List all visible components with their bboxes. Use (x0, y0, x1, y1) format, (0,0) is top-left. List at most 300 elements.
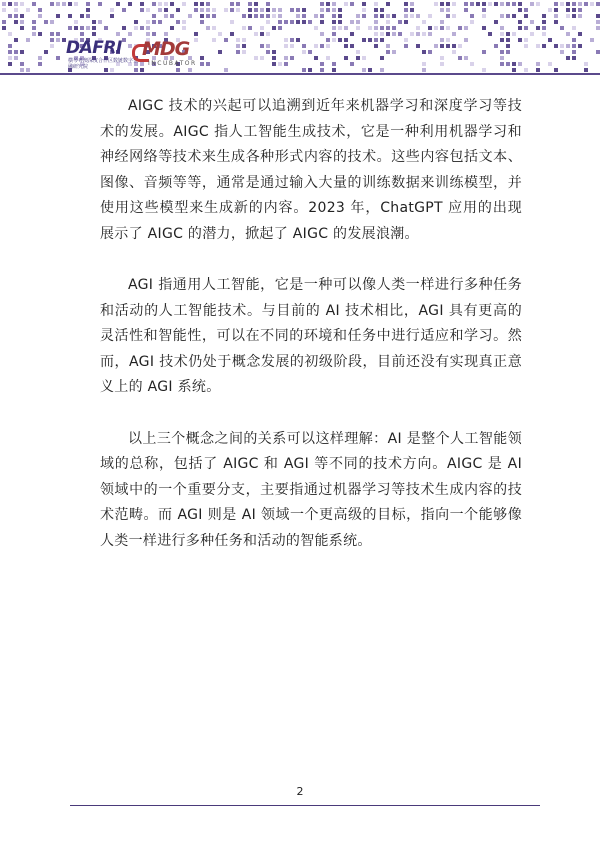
pattern-dot (440, 2, 444, 6)
pattern-dot (152, 2, 156, 6)
pattern-dot (86, 8, 90, 12)
pattern-dot (362, 68, 366, 72)
pattern-dot (212, 38, 216, 42)
pattern-dot (344, 2, 348, 6)
pattern-dot (578, 8, 582, 12)
pattern-dot (446, 14, 450, 18)
pattern-dot (182, 26, 186, 30)
pattern-dot (266, 20, 270, 24)
pattern-dot (254, 8, 258, 12)
pattern-dot (146, 20, 150, 24)
pattern-dot (170, 2, 174, 6)
pattern-dot (194, 38, 198, 42)
pattern-dot (428, 32, 432, 36)
pattern-dot (86, 26, 90, 30)
pattern-dot (362, 2, 366, 6)
pattern-dot (254, 56, 258, 60)
pattern-dot (146, 8, 150, 12)
pattern-dot (218, 50, 222, 54)
pattern-dot (332, 68, 336, 72)
pattern-dot (584, 62, 588, 66)
pattern-dot (38, 8, 42, 12)
pattern-dot (176, 8, 180, 12)
pattern-dot (422, 20, 426, 24)
pattern-dot (50, 38, 54, 42)
pattern-dot (536, 26, 540, 30)
pattern-dot (494, 20, 498, 24)
pattern-dot (596, 14, 600, 18)
pattern-dot (578, 44, 582, 48)
pattern-dot (572, 26, 576, 30)
pattern-dot (380, 8, 384, 12)
pattern-dot (110, 14, 114, 18)
pattern-dot (302, 20, 306, 24)
pattern-dot (434, 44, 438, 48)
pattern-dot (554, 68, 558, 72)
pattern-dot (512, 68, 516, 72)
pattern-dot (272, 62, 276, 66)
pattern-dot (374, 20, 378, 24)
pattern-dot (326, 44, 330, 48)
pattern-dot (386, 26, 390, 30)
pattern-dot (542, 20, 546, 24)
pattern-dot (344, 38, 348, 42)
pattern-dot (368, 68, 372, 72)
pattern-dot (224, 38, 228, 42)
pattern-dot (164, 14, 168, 18)
pattern-dot (236, 8, 240, 12)
pattern-dot (8, 32, 12, 36)
pattern-dot (200, 2, 204, 6)
pattern-dot (464, 56, 468, 60)
dafri-logo-mark: DAFRI (66, 38, 122, 58)
pattern-dot (344, 26, 348, 30)
pattern-dot (140, 26, 144, 30)
pattern-dot (494, 2, 498, 6)
pattern-dot (458, 26, 462, 30)
pattern-dot (596, 20, 600, 24)
pattern-dot (590, 38, 594, 42)
pattern-dot (470, 2, 474, 6)
pattern-dot (260, 56, 264, 60)
pattern-dot (440, 62, 444, 66)
pattern-dot (50, 2, 54, 6)
pattern-dot (38, 62, 42, 66)
pattern-dot (230, 8, 234, 12)
pattern-dot (200, 20, 204, 24)
pattern-dot (572, 56, 576, 60)
pattern-dot (20, 26, 24, 30)
pattern-dot (338, 26, 342, 30)
pattern-dot (200, 56, 204, 60)
pattern-dot (482, 68, 486, 72)
pattern-dot (212, 26, 216, 30)
pattern-dot (356, 50, 360, 54)
pattern-dot (56, 32, 60, 36)
pattern-dot (464, 2, 468, 6)
pattern-dot (374, 26, 378, 30)
pattern-dot (50, 32, 54, 36)
pattern-dot (410, 8, 414, 12)
pattern-dot (422, 50, 426, 54)
pattern-dot (14, 14, 18, 18)
pattern-dot (242, 26, 246, 30)
pattern-dot (350, 44, 354, 48)
pattern-dot (272, 8, 276, 12)
pattern-dot (206, 26, 210, 30)
pattern-dot (302, 68, 306, 72)
header-band (0, 0, 600, 76)
pattern-dot (56, 56, 60, 60)
pattern-dot (122, 26, 126, 30)
pattern-dot (38, 56, 42, 60)
pattern-dot (578, 32, 582, 36)
pattern-dot (290, 38, 294, 42)
pattern-dot (272, 50, 276, 54)
pattern-dot (284, 38, 288, 42)
pattern-dot (500, 38, 504, 42)
pattern-dot (386, 32, 390, 36)
pattern-dot (344, 44, 348, 48)
paragraph-agi: AGI 指通用人工智能，它是一种可以像人类一样进行多种任务和活动的人工智能技术。与目前的 AI 技术相比，AGI 具有更高的灵活性和智能性，可以在不同的环境和任务中进行适应和学习。然而，AGI 技术仍处于概念发展的初级阶段，目前还没有实现真正意义上的 AGI 系统。 (100, 277, 522, 395)
pattern-dot (182, 20, 186, 24)
pattern-dot (326, 8, 330, 12)
pattern-dot (524, 38, 528, 42)
pattern-dot (572, 38, 576, 42)
pattern-dot (32, 32, 36, 36)
pattern-dot (248, 14, 252, 18)
pattern-dot (278, 26, 282, 30)
pattern-dot (440, 8, 444, 12)
pattern-dot (452, 44, 456, 48)
pattern-dot (266, 2, 270, 6)
pattern-dot (362, 8, 366, 12)
pattern-dot (254, 14, 258, 18)
pattern-dot (20, 20, 24, 24)
pattern-dot (440, 26, 444, 30)
pattern-dot (578, 14, 582, 18)
pattern-dot (386, 50, 390, 54)
pattern-dot (56, 38, 60, 42)
pattern-dot (506, 62, 510, 66)
pattern-dot (500, 50, 504, 54)
pattern-dot (140, 2, 144, 6)
pattern-dot (308, 20, 312, 24)
pattern-dot (2, 26, 6, 30)
pattern-dot (422, 68, 426, 72)
mdg-logo (132, 38, 197, 68)
pattern-dot (518, 8, 522, 12)
pattern-dot (470, 62, 474, 66)
pattern-dot (566, 32, 570, 36)
pattern-dot (524, 14, 528, 18)
pattern-dot (122, 8, 126, 12)
pattern-dot (254, 32, 258, 36)
pattern-dot (266, 44, 270, 48)
header-rule (0, 73, 600, 75)
pattern-dot (356, 26, 360, 30)
pattern-dot (332, 8, 336, 12)
pattern-dot (380, 14, 384, 18)
pattern-dot (428, 14, 432, 18)
pattern-dot (260, 32, 264, 36)
pattern-dot (494, 44, 498, 48)
pattern-dot (374, 14, 378, 18)
mdg-logo-mark: MDG (142, 38, 190, 60)
pattern-dot (380, 32, 384, 36)
pattern-dot (164, 8, 168, 12)
pattern-dot (8, 50, 12, 54)
pattern-dot (368, 26, 372, 30)
pattern-dot (548, 8, 552, 12)
pattern-dot (536, 44, 540, 48)
pattern-dot (404, 38, 408, 42)
pattern-dot (524, 44, 528, 48)
pattern-dot (188, 68, 192, 72)
pattern-dot (224, 68, 228, 72)
pattern-dot (32, 2, 36, 6)
pattern-dot (554, 20, 558, 24)
pattern-dot (488, 32, 492, 36)
pattern-dot (518, 62, 522, 66)
pattern-dot (326, 56, 330, 60)
pattern-dot (500, 26, 504, 30)
pattern-dot (560, 50, 564, 54)
pattern-dot (242, 14, 246, 18)
pattern-dot (2, 20, 6, 24)
pattern-dot (368, 38, 372, 42)
pattern-dot (386, 14, 390, 18)
pattern-dot (512, 32, 516, 36)
pattern-dot (404, 8, 408, 12)
pattern-dot (320, 8, 324, 12)
pattern-dot (224, 8, 228, 12)
pattern-dot (152, 14, 156, 18)
pattern-dot (386, 20, 390, 24)
pattern-dot (350, 2, 354, 6)
pattern-dot (356, 14, 360, 18)
pattern-dot (290, 56, 294, 60)
pattern-dot (362, 38, 366, 42)
pattern-dot (596, 2, 600, 6)
pattern-dot (410, 32, 414, 36)
pattern-dot (14, 50, 18, 54)
pattern-dot (374, 2, 378, 6)
pattern-dot (302, 50, 306, 54)
pattern-dot (68, 26, 72, 30)
pattern-dot (158, 8, 162, 12)
pattern-dot (566, 44, 570, 48)
pattern-dot (134, 20, 138, 24)
pattern-dot (200, 14, 204, 18)
pattern-dot (332, 32, 336, 36)
pattern-dot (572, 2, 576, 6)
pattern-dot (62, 2, 66, 6)
pattern-dot (332, 14, 336, 18)
pattern-dot (434, 2, 438, 6)
pattern-dot (230, 2, 234, 6)
pattern-dot (344, 56, 348, 60)
pattern-dot (230, 20, 234, 24)
pattern-dot (20, 14, 24, 18)
pattern-dot (194, 32, 198, 36)
pattern-dot (326, 38, 330, 42)
pattern-dot (44, 20, 48, 24)
pattern-dot (206, 14, 210, 18)
pattern-dot (158, 20, 162, 24)
pattern-dot (56, 2, 60, 6)
pattern-dot (350, 62, 354, 66)
pattern-dot (8, 14, 12, 18)
pattern-dot (8, 62, 12, 66)
pattern-dot (236, 44, 240, 48)
pattern-dot (536, 2, 540, 6)
pattern-dot (572, 44, 576, 48)
pattern-dot (506, 38, 510, 42)
pattern-dot (560, 26, 564, 30)
pattern-dot (482, 26, 486, 30)
pattern-dot (74, 20, 78, 24)
pattern-dot (296, 14, 300, 18)
pattern-dot (254, 2, 258, 6)
pattern-dot (374, 38, 378, 42)
pattern-dot (584, 2, 588, 6)
pattern-dot (458, 44, 462, 48)
pattern-dot (80, 14, 84, 18)
pattern-dot (320, 14, 324, 18)
pattern-dot (278, 62, 282, 66)
pattern-dot (338, 38, 342, 42)
pattern-dot (140, 68, 144, 72)
pattern-dot (524, 68, 528, 72)
pattern-dot (524, 8, 528, 12)
pattern-dot (500, 2, 504, 6)
pattern-dot (92, 26, 96, 30)
page-number: 2 (296, 785, 304, 798)
pattern-dot (272, 14, 276, 18)
pattern-dot (518, 20, 522, 24)
pattern-dot (416, 26, 420, 30)
pattern-dot (440, 38, 444, 42)
pattern-dot (104, 26, 108, 30)
pattern-dot (500, 14, 504, 18)
pattern-dot (542, 44, 546, 48)
pattern-dot (290, 20, 294, 24)
pattern-dot (554, 44, 558, 48)
pattern-dot (380, 26, 384, 30)
pattern-dot (146, 26, 150, 30)
pattern-dot (188, 14, 192, 18)
pattern-dot (560, 2, 564, 6)
pattern-dot (260, 26, 264, 30)
pattern-dot (398, 32, 402, 36)
pattern-dot (296, 20, 300, 24)
pattern-dot (578, 2, 582, 6)
pattern-dot (512, 62, 516, 66)
pattern-dot (446, 38, 450, 42)
pattern-dot (572, 50, 576, 54)
pattern-dot (260, 44, 264, 48)
pattern-dot (566, 56, 570, 60)
pattern-dot (422, 32, 426, 36)
pattern-dot (506, 50, 510, 54)
pattern-dot (314, 14, 318, 18)
pattern-dot (482, 14, 486, 18)
pattern-dot (422, 62, 426, 66)
pattern-dot (8, 2, 12, 6)
pattern-dot (590, 2, 594, 6)
pattern-dot (74, 26, 78, 30)
pattern-dot (476, 2, 480, 6)
pattern-dot (566, 14, 570, 18)
pattern-dot (38, 32, 42, 36)
pattern-dot (50, 20, 54, 24)
pattern-dot (416, 32, 420, 36)
pattern-dot (488, 2, 492, 6)
pattern-dot (272, 26, 276, 30)
pattern-dot (140, 8, 144, 12)
pattern-dot (482, 8, 486, 12)
pattern-dot (356, 56, 360, 60)
pattern-dot (506, 14, 510, 18)
pattern-dot (446, 2, 450, 6)
pattern-dot (362, 56, 366, 60)
paragraph-aigc: AIGC 技术的兴起可以追溯到近年来机器学习和深度学习等技术的发展。AIGC 指人工智能生成技术，它是一种利用机器学习和神经网络等技术来生成各种形式内容的技术。这些内容包括文本、图像、音频等等，通常是通过输入大量的训练数据来训练模型，并使用这些模型来生成新的内容。2023 年，ChatGPT 应用的出现展示了 AIGC 的潜力，掀起了 AIGC 的发展浪潮。 (100, 98, 522, 242)
pattern-dot (512, 2, 516, 6)
pattern-dot (326, 2, 330, 6)
pattern-dot (236, 50, 240, 54)
pattern-dot (2, 2, 6, 6)
pattern-dot (266, 50, 270, 54)
pattern-dot (410, 2, 414, 6)
pattern-dot (56, 14, 60, 18)
dafri-logo (66, 36, 139, 70)
pattern-dot (572, 14, 576, 18)
pattern-dot (530, 2, 534, 6)
pattern-dot (320, 44, 324, 48)
pattern-dot (296, 8, 300, 12)
pattern-dot (242, 38, 246, 42)
pattern-dot (242, 50, 246, 54)
pattern-dot (500, 62, 504, 66)
pattern-dot (314, 56, 318, 60)
pattern-dot (320, 68, 324, 72)
pattern-dot (2, 8, 6, 12)
pattern-dot (20, 2, 24, 6)
pattern-dot (152, 32, 156, 36)
pattern-dot (32, 20, 36, 24)
pattern-dot (410, 14, 414, 18)
pattern-dot (284, 56, 288, 60)
pattern-dot (428, 26, 432, 30)
pattern-dot (8, 44, 12, 48)
pattern-dot (542, 26, 546, 30)
pattern-dot (566, 2, 570, 6)
pattern-dot (512, 14, 516, 18)
pattern-dot (404, 14, 408, 18)
pattern-dot (86, 14, 90, 18)
pattern-dot (524, 26, 528, 30)
pattern-dot (152, 20, 156, 24)
pattern-dot (350, 20, 354, 24)
pattern-dot (272, 56, 276, 60)
pattern-dot (596, 50, 600, 54)
pattern-dot (14, 56, 18, 60)
pattern-dot (566, 8, 570, 12)
pattern-dot (134, 26, 138, 30)
pattern-dot (506, 32, 510, 36)
pattern-dot (434, 26, 438, 30)
